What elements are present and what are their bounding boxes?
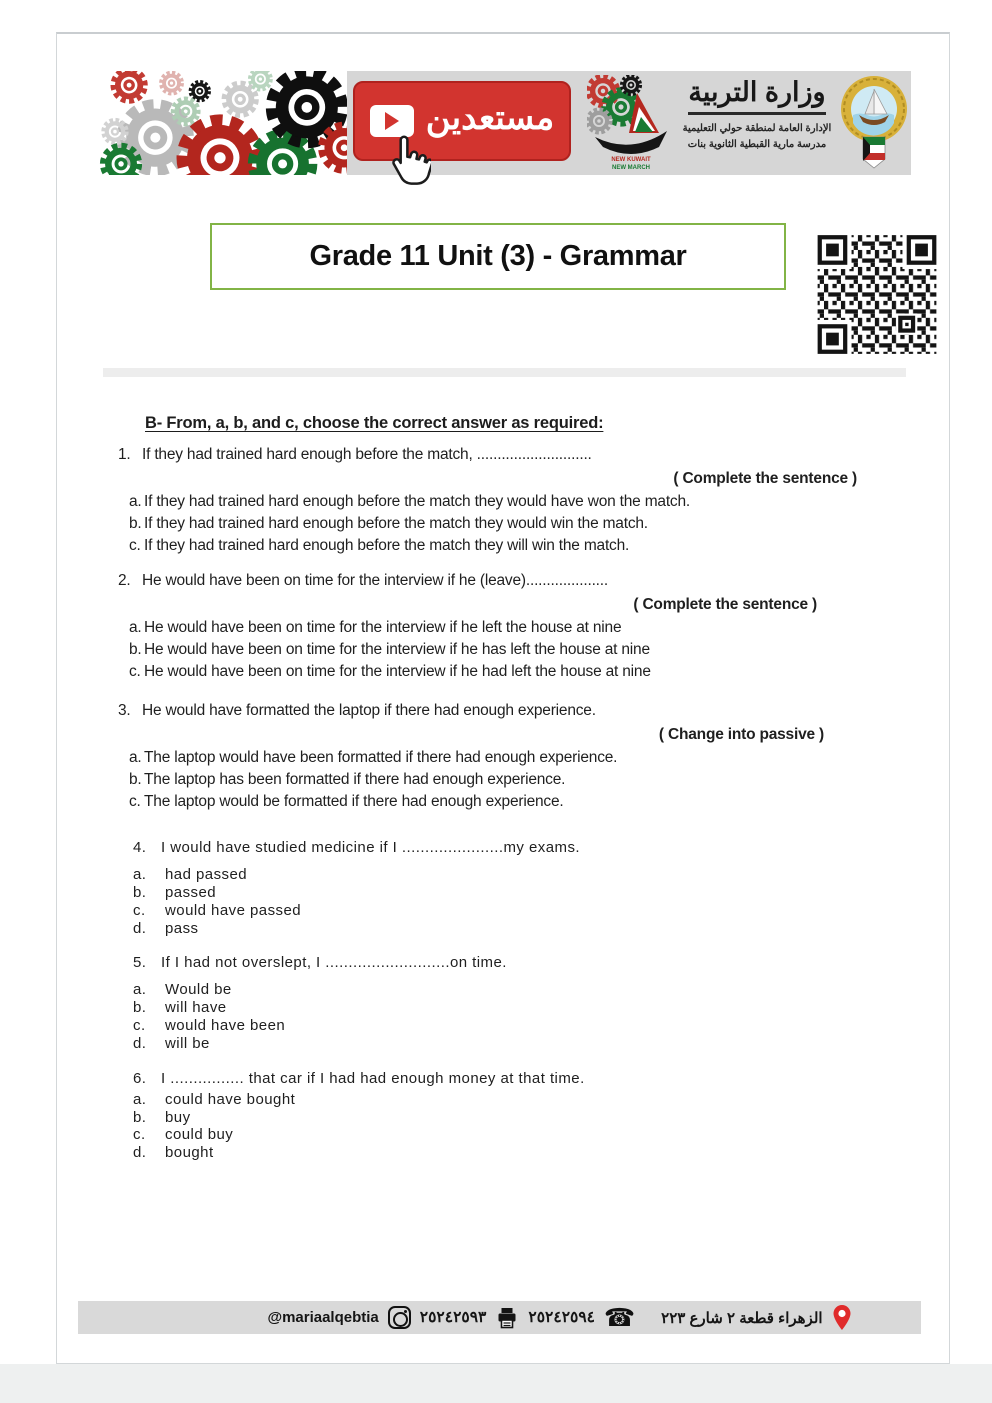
location-pin-icon (832, 1304, 852, 1331)
question-3-option-c: c. The laptop would be formatted if there had enough experience. (129, 793, 564, 810)
worksheet-title-box (210, 223, 786, 290)
gears-artwork (95, 71, 347, 175)
question-number: 2. (118, 572, 131, 589)
ministry-department: الإدارة العامة لمنطقة حولي التعليمية (682, 122, 832, 134)
school-name: مدرسة مارية القبطية الثانوية بنات (687, 139, 827, 151)
question-3-option-a: a. The laptop would have been formatted if there had enough experience. (129, 749, 618, 766)
question-text: I ................ that car if I had had enough money at that time. (161, 1070, 585, 1087)
instagram-handle: @mariaalqebtia (267, 1309, 379, 1326)
ministry-title-rule (688, 112, 826, 115)
question-4-option-b: b. passed (133, 884, 217, 901)
question-number: 6. (133, 1070, 147, 1087)
question-5-option-c: c. would have been (133, 1017, 286, 1034)
question-5-option-d: d. will be (133, 1035, 210, 1052)
question-6-option-d: d. bought (133, 1143, 214, 1161)
question-text: If they had trained hard enough before the match, ............................ (142, 446, 592, 463)
ministry-text-block (679, 77, 835, 154)
question-number: 5. (133, 954, 147, 971)
question-4-option-a: a. had passed (133, 866, 248, 883)
question-1-option-b: b. If they had trained hard enough before the match they would win the match. (129, 515, 648, 532)
question-6-option-a: a. could have bought (133, 1091, 296, 1108)
vision-caption-bottom: NEW MARCH (612, 165, 650, 171)
question-1 (118, 444, 910, 557)
question-2-option-a: a. He would have been on time for the interview if he left the house at nine (129, 619, 622, 636)
question-text: If I had not overslept, I ...........................on time. (161, 954, 507, 971)
question-text: He would have been on time for the interview if he (leave).................... (142, 572, 608, 589)
question-1-option-a: a. If they had trained hard enough before the match they would have won the match. (129, 493, 691, 510)
question-5 (133, 952, 925, 1053)
section-heading: B- From, a, b, and c, choose the correct answer as required: (145, 414, 604, 432)
question-number: 4. (133, 839, 147, 856)
question-3-option-b: b. The laptop has been formatted if there had enough experience. (129, 771, 566, 788)
phone-number: ٢٥٢٤٢٥٩٤ (528, 1309, 595, 1326)
question-2 (118, 570, 910, 683)
question-6-option-c: c. could buy (133, 1126, 234, 1143)
fax-number: ٢٥٢٤٢٥٩٣ (419, 1309, 487, 1326)
question-instruction: ( Complete the sentence ) (633, 596, 817, 613)
ready-badge-label: مستعدين (425, 99, 555, 137)
school-address: الزهراء قطعة ٢ شارع ٢٢٣ (661, 1309, 823, 1327)
phone-icon: ☎ (604, 1303, 636, 1332)
question-6 (133, 1068, 925, 1161)
new-kuwait-logo (587, 75, 675, 173)
question-4 (133, 837, 925, 938)
page-title: Grade 11 Unit (3) - Grammar (309, 240, 687, 272)
question-2-option-b: b. He would have been on time for the interview if he has left the house at nine (129, 641, 650, 658)
qr-code (813, 233, 941, 356)
question-5-option-b: b. will have (133, 999, 227, 1016)
vision-caption-top: NEW KUWAIT (611, 157, 651, 163)
section-divider (103, 368, 906, 377)
question-3 (118, 700, 910, 813)
ministry-title: وزارة التربية (688, 77, 826, 107)
question-6-option-b: b. buy (133, 1108, 191, 1126)
question-1-option-c: c. If they had trained hard enough before the match they will win the match. (129, 537, 630, 554)
question-instruction: ( Complete the sentence ) (673, 470, 857, 487)
instagram-icon (388, 1306, 411, 1329)
page-bottom-margin (0, 1364, 992, 1403)
question-2-option-c: c. He would have been on time for the interview if he had left the house at nine (129, 663, 651, 680)
question-instruction: ( Change into passive ) (658, 726, 824, 743)
kuwait-emblem-icon (839, 75, 909, 171)
question-5-option-a: a. Would be (133, 981, 232, 998)
question-text: I would have studied medicine if I ......................my exams. (161, 839, 581, 856)
paper-sheet (56, 32, 950, 1364)
question-text: He would have formatted the laptop if there had enough experience. (142, 702, 596, 719)
header-banner (95, 71, 911, 175)
question-4-option-c: c. would have passed (133, 902, 302, 919)
question-4-option-d: d. pass (133, 920, 199, 937)
question-number: 3. (118, 702, 131, 719)
gears-icon (95, 71, 347, 175)
hand-cursor-icon (385, 133, 431, 189)
footer-contact-bar (78, 1301, 921, 1334)
printer-fax-icon (495, 1307, 519, 1329)
question-number: 1. (118, 446, 131, 463)
